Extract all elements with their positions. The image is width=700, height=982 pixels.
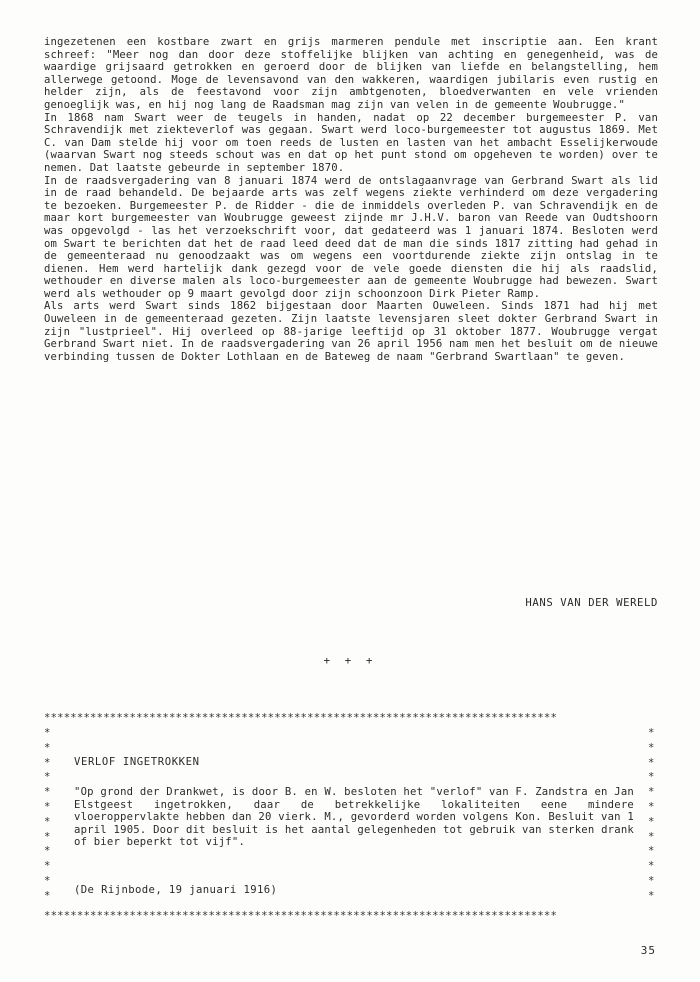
box-title: VERLOF INGETROKKEN [74, 756, 200, 768]
box-quote: "Op grond der Drankwet, is door B. en W. besloten het "verlof" van F. Zandstra en Jan Elstgeest ingetrokken, daar de betrekkelijke lokaliteiten eene mindere vloeroppervlakte hebben dan 20 vierk. M., gevorderd worden volgens Kon. Besluit van 1 april 1905. Door dit besluit is het aantal gelegenheden tot gebruik van sterken drank of bier beperkt tot vijf". [74, 786, 634, 849]
box-left-border: * * * * * * * * * * * * [44, 727, 51, 902]
article-author: HANS VAN DER WERELD [525, 597, 658, 609]
box-right-border: * * * * * * * * * * * * [648, 727, 655, 902]
box-source: (De Rijnbode, 19 januari 1916) [74, 884, 278, 896]
article-paragraph-4: Als arts werd Swart sinds 1862 bijgestaan door Maarten Ouweleen. Sinds 1871 had hij met Ouweleen in de gemeenteraad gezeten. Zijn laatste levensjaren sleet dokter Gerbrand Swart in zijn "lustprieel". Hij overleed op 88-jarige leeftijd op 31 oktober 1877. Woubrugge vergat Gerbrand Swart niet. In de raadsvergadering van 26 april 1956 nam men het besluit om de nieuwe verbinding tussen de Dokter Lothlaan en de Bateweg de naam "Gerbrand Swartlaan" te geven. [44, 300, 658, 363]
article-paragraph-1: ingezetenen een kostbare zwart en grijs marmeren pendule met inscriptie aan. Een krant schreef: "Meer nog dan door deze stoffelijke blijken van achting en genegenheid, was de waardige grijsaard getrokken en geroerd door de blijken van liefde en belangstelling, hem allerwege getoond. Moge de levensavond van den wakkeren, waardigen jubilaris even rustig en helder zijn, als de feestavond voor zijn ambtgenoten, bloedverwanten en vele vrienden genoeglijk was, en hij nog lang de Raadsman mag zijn van velen in de gemeente Woubrugge." [44, 36, 658, 111]
box-top-border: ****************************************************************************** [44, 712, 558, 724]
page-number: 35 [640, 944, 656, 957]
article-paragraph-3: In de raadsvergadering van 8 januari 1874 werd de ontslagaanvrage van Gerbrand Swart als lid in de raad behandeld. De bejaarde arts was zelf wegens ziekte verhinderd om deze vergadering te bezoeken. Burgemeester P. de Ridder - die de inmiddels overleden P. van Schravendijk en de maar kort burgemeester van Woubrugge geweest zijnde mr J.H.V. baron van Reede van Oudtshoorn was opgevolgd - las het verzoekschrift voor, dat gedateerd was 1 januari 1874. Besloten werd om Swart te berichten dat het de raad leed deed dat de man die sinds 1817 zitting had gehad in de gemeenteraad nu genoodzaakt was om wegens een voortdurende ziekte zijn ontslag in te dienen. Hem werd hartelijk dank gezegd voor de vele goede diensten die hij als raadslid, wethouder en diverse malen als loco-burgemeester aan de gemeente Woubrugge had bewezen. Swart werd als wethouder op 9 maart gevolgd door zijn schoonzoon Dirk Pieter Ramp. [44, 174, 658, 300]
article-paragraph-2: In 1868 nam Swart weer de teugels in handen, nadat op 22 december burgemeester P. van Schravendijk met ziekteverlof was gegaan. Swart werd loco-burgemeester tot augustus 1869. Met C. van Dam stelde hij voor om toen reeds de lusten en lasten van het ambacht Esselijkerwoude (waarvan Swart nog steeds schout was en dat op het punt stond om opgeheven te worden) over te nemen. Dat laatste gebeurde in september 1870. [44, 111, 658, 174]
box-bottom-border: ****************************************************************************** [44, 910, 558, 922]
section-separator: + + + [323, 654, 377, 667]
article-body [44, 36, 658, 363]
